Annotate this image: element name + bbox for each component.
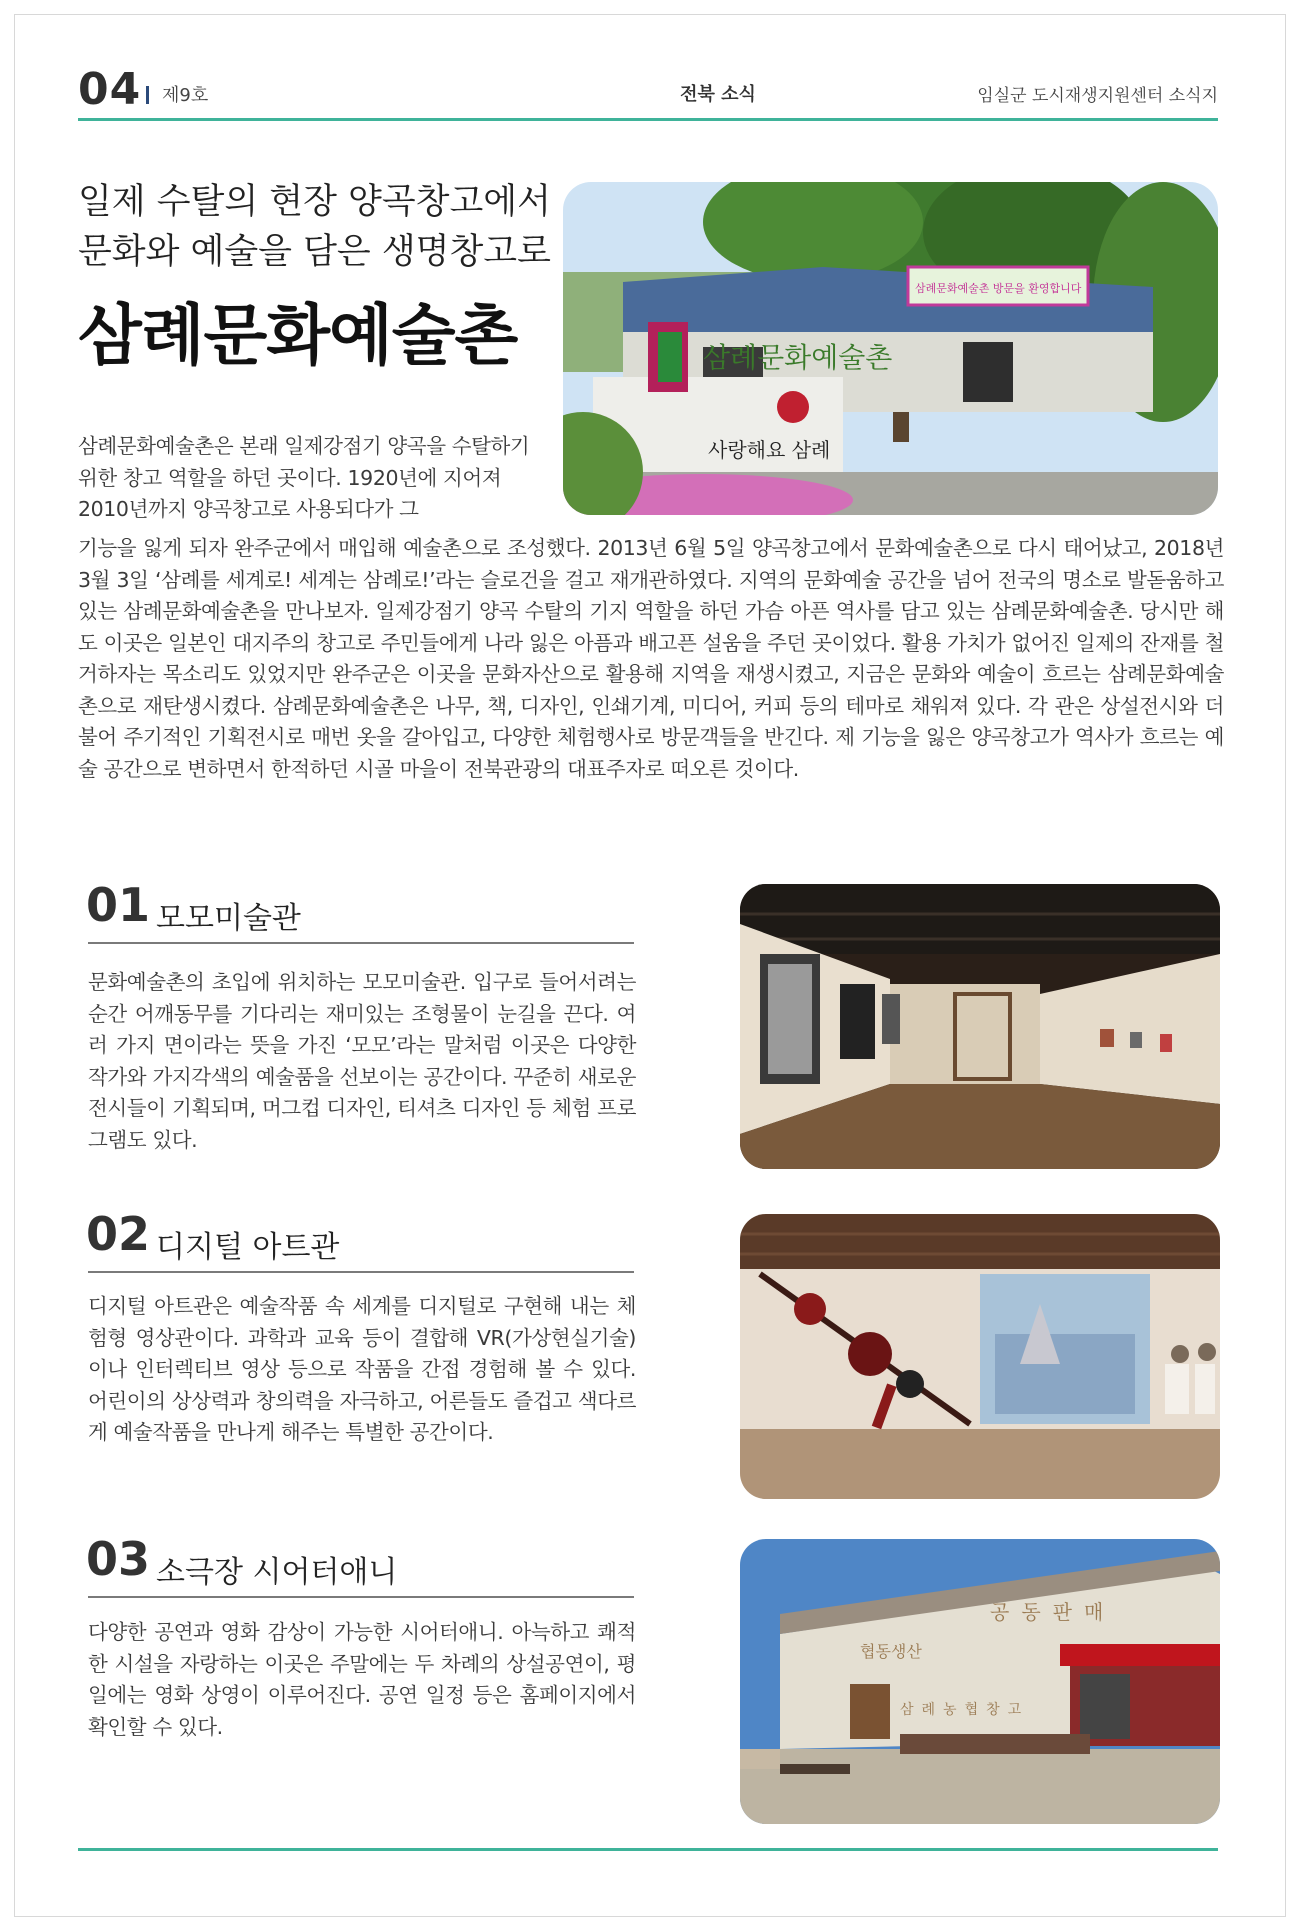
hero-photo [563,182,1218,515]
section-2-body: 디지털 아트관은 예술작품 속 세계를 디지털로 구현해 내는 체험형 영상관이다. 과학과 교육 등이 결합해 VR(가상현실기술)이나 인터렉티브 영상 등으로 작품을 간접 경험해 볼 수 있다. 어린이의 상상력과 창의력을 자극하고, 어른들도 즐겁고 색다르게 예술작품을 만나게 해주는 특별한 공간이다. [88,1294,636,1444]
subtitle-line-2: 문화와 예술을 담은 생명창고로 [78,232,551,272]
hero-illustration [563,182,1218,515]
section-1-rule [88,942,634,944]
theater-illustration [740,1539,1220,1824]
gallery-illustration [740,884,1220,1169]
publisher-name: 임실군 도시재생지원센터 소식지 [977,86,1218,106]
section-2-rule [88,1271,634,1273]
section-1-number: 01 [86,878,151,932]
section-3-rule [88,1596,634,1598]
section-3-title: 소극장 시어터애니 [156,1555,398,1590]
hero-banner-text: 삼례문화예술촌 방문을 환영합니다 [915,282,1082,295]
article-subtitle [78,177,551,277]
building-sign-left: 협동생산 [860,1642,922,1661]
article-title: 삼례문화예술촌 [78,297,518,374]
page-header [78,64,1218,120]
section-1-title: 모모미술관 [156,901,301,936]
section-1-body: 문화예술촌의 초입에 위치하는 모모미술관. 입구로 들어서려는 순간 어깨동무를 기다리는 재미있는 조형물이 눈길을 끈다. 여러 가지 면이라는 뜻을 가진 ‘모모’라는 말처럼 이곳은 다양한 작가와 가지각색의 예술품을 선보이는 공간이다. 꾸준히 새로운 전시들이 기획되며, 머그컵 디자인, 티셔츠 디자인 등 체험 프로그램도 있다. [88,970,636,1152]
footer-rule [78,1848,1218,1851]
hero-sign-text: 삼례문화예술촌 [703,341,893,374]
section-2-title: 디지털 아트관 [156,1230,340,1265]
section-2-photo [740,1214,1220,1499]
section-1-photo [740,884,1220,1169]
hero-sign-slogan: 사랑해요 삼례 [708,438,831,462]
section-3-body: 다양한 공연과 영화 감상이 가능한 시어터애니. 아늑하고 쾌적한 시설을 자랑하는 이곳은 주말에는 두 차례의 상설공연이, 평일에는 영화 상영이 이루어진다. 공연 일정 등은 홈페이지에서 확인할 수 있다. [88,1620,636,1739]
subtitle-line-1: 일제 수탈의 현장 양곡창고에서 [78,182,551,222]
issue-separator [146,86,149,104]
building-sign-top: 공동판매 [990,1600,1116,1624]
page-number: 04 [78,64,142,115]
intro-body-narrow: 삼례문화예술촌은 본래 일제강점기 양곡을 수탈하기 위한 창고 역할을 하던 곳이다. 1920년에 지어져 2010년까지 양곡창고로 사용되다가 그 [78,434,530,521]
intro-body-full: 기능을 잃게 되자 완주군에서 매입해 예술촌으로 조성했다. 2013년 6월 5일 양곡창고에서 문화예술촌으로 다시 태어났고, 2018년 3월 3일 ‘삼례를 세계로! 세계는 삼례로!’라는 슬로건을 걸고 재개관하였다. 지역의 문화예술 공간을 넘어 전국의 명소로 발돋움하고 있는 삼례문화예술촌을 만나보자. 일제강점기 양곡 수탈의 기지 역할을 하던 가슴 아픈 역사를 담고 있는 삼례문화예술촌. 당시만 해도 이곳은 일본인 대지주의 창고로 주민들에게 나라 잃은 아픔과 배고픈 설움을 주던 곳이었다. 활용 가치가 없어진 일제의 잔재를 철거하자는 목소리도 있었지만 완주군은 이곳을 문화자산으로 활용해 지역을 재생시켰고, 지금은 문화와 예술이 흐르는 삼례문화예술촌으로 재탄생시켰다. 삼례문화예술촌은 나무, 책, 디자인, 인쇄기계, 미디어, 커피 등의 테마로 채워져 있다. 각 관은 상설전시와 더불어 주기적인 기획전시로 매번 옷을 갈아입고, 다양한 체험행사로 방문객들을 반긴다. 제 기능을 잃은 양곡창고가 역사가 흐르는 예술 공간으로 변하면서 한적하던 시골 마을이 전북관광의 대표주자로 떠오른 것이다. [78,536,1224,781]
section-3-number: 03 [86,1532,151,1586]
section-name: 전북 소식 [680,84,756,105]
section-2-number: 02 [86,1207,151,1261]
header-rule [78,118,1218,121]
building-sign-bottom: 삼례농협창고 [900,1702,1030,1718]
digital-art-illustration [740,1214,1220,1499]
issue-number: 제9호 [162,85,209,106]
section-3-photo [740,1539,1220,1824]
